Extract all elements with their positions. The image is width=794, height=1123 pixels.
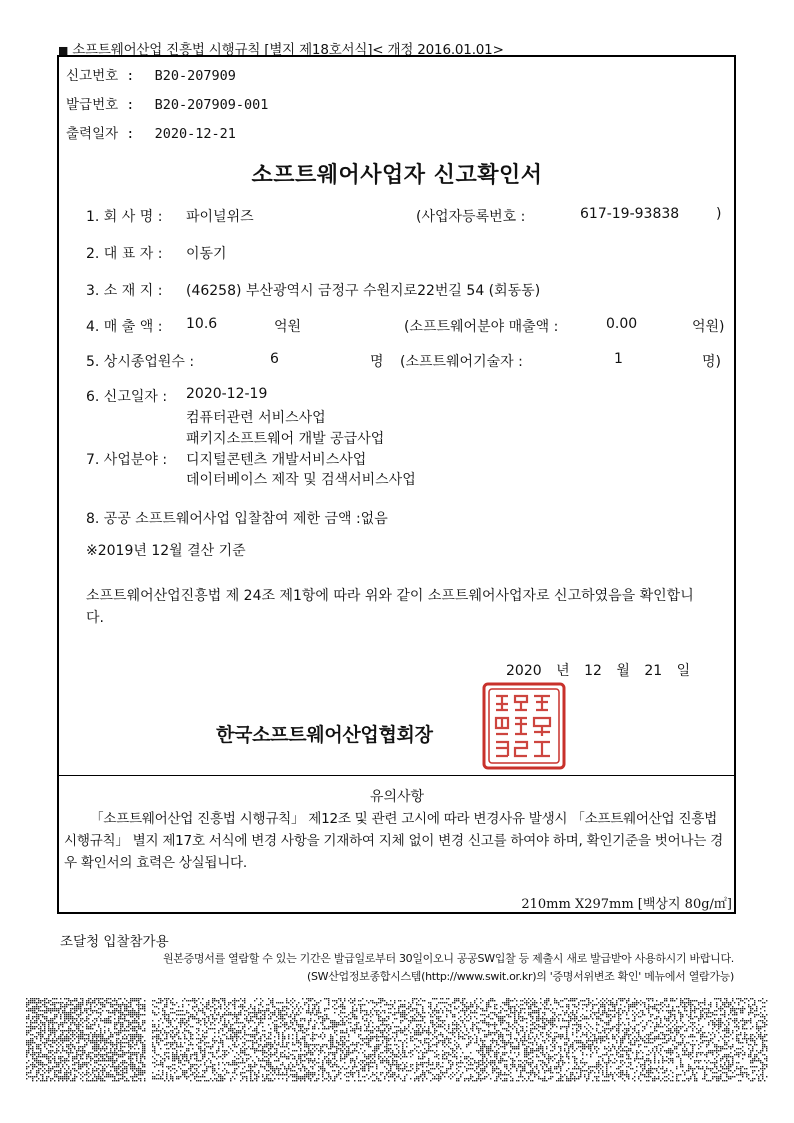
sales-amount: 10.6	[186, 316, 218, 332]
paper-spec: 210mm X297mm [백상지 80g/㎡]	[521, 897, 732, 912]
issue-day: 21	[644, 663, 663, 679]
issue-month-unit: 월	[616, 663, 630, 679]
business-area-item: 데이터베이스 제작 및 검색서비스사업	[186, 472, 416, 488]
employees-label: 5. 상시종업원수 :	[86, 354, 195, 370]
report-number-row	[66, 64, 236, 84]
employees-count: 6	[270, 351, 279, 367]
issue-number: B20-207909-001	[154, 97, 269, 113]
report-date-label: 6. 신고일자 :	[86, 389, 168, 405]
sw-sales-amount: 0.00	[606, 316, 638, 332]
report-date: 2020-12-19	[186, 386, 268, 402]
sw-tech-label: (소프트웨어기술자 :	[400, 354, 523, 370]
sales-unit: 억원	[274, 319, 302, 335]
business-area-item: 디지털콘텐츠 개발서비스사업	[186, 452, 367, 468]
official-seal-icon	[460, 678, 570, 778]
usage-purpose: 조달청 입찰참가용	[60, 934, 169, 950]
notice-body: 「소프트웨어산업 진흥법 시행규칙」 제12조 및 관련 고시에 따라 변경사유 발생시 「소프트웨어산업 진흥법 시행규칙」 별지 제17호 서식에 변경 사항을 기재하여 지체 없이 변경 신고를 하여야 하며, 확인기준을 벗어나는 경우 확인서의 효력은 상실됩니다.	[64, 811, 723, 871]
report-number-label: 신고번호 :	[66, 68, 135, 84]
notice-title: 유의사항	[369, 789, 425, 805]
sales-label: 4. 매 출 액 :	[86, 319, 163, 335]
document-title: 소프트웨어사업자 신고확인서	[251, 163, 543, 188]
issue-number-row	[66, 93, 268, 113]
bid-limit: 8. 공공 소프트웨어사업 입찰참여 제한 금액 :없음	[86, 511, 388, 527]
issue-number-label: 발급번호 :	[66, 97, 135, 113]
biz-reg-close: )	[716, 206, 722, 222]
company-label: 1. 회 사 명 :	[86, 209, 163, 225]
confirmation-statement: 소프트웨어산업진흥법 제 24조 제1항에 따라 위와 같이 소프트웨어사업자로 신고하였음을 확인합니다.	[86, 588, 694, 626]
print-date-label: 출력일자 :	[66, 126, 135, 142]
issue-year-unit: 년	[556, 663, 570, 679]
address-label: 3. 소 재 지 :	[86, 283, 163, 299]
ceo-label: 2. 대 표 자 :	[86, 246, 163, 262]
report-number: B20-207909	[154, 68, 236, 84]
qr-code-icon	[26, 998, 146, 1082]
basis-note: ※2019년 12월 결산 기준	[86, 543, 246, 559]
sw-sales-label: (소프트웨어분야 매출액 :	[404, 319, 559, 335]
form-title: 소프트웨어산업 진흥법 시행규칙 [별지 제18호서식]< 개정 2016.01.01>	[72, 42, 504, 58]
business-area-item: 컴퓨터관련 서비스사업	[186, 410, 326, 426]
business-label: 7. 사업분야 :	[86, 452, 168, 468]
address: (46258) 부산광역시 금정구 수원지로22번길 54 (회동동)	[186, 283, 541, 299]
sw-sales-unit: 억원)	[692, 319, 725, 335]
biz-reg-label: (사업자등록번호 :	[416, 209, 526, 225]
biz-reg-number: 617-19-93838	[580, 206, 680, 222]
business-area-item: 패키지소프트웨어 개발 공급사업	[186, 431, 385, 447]
issue-year: 2020	[506, 663, 542, 679]
section-divider	[57, 775, 736, 776]
employees-unit: 명	[370, 354, 384, 370]
print-date: 2020-12-21	[154, 126, 236, 142]
issue-day-unit: 일	[676, 663, 691, 679]
company-name: 파이널위즈	[186, 209, 254, 225]
sw-tech-count: 1	[614, 351, 623, 367]
issue-month: 12	[584, 663, 602, 679]
footer-note-validity: 원본증명서를 열람할 수 있는 기간은 발급일로부터 30일이오니 공공SW입찰 등 제출시 새로 발급받아 사용하시기 바랍니다.	[162, 952, 734, 965]
issue-date	[506, 660, 690, 680]
print-date-row	[66, 122, 236, 142]
issuer-name: 한국소프트웨어산업협회장	[216, 724, 433, 746]
sw-tech-unit: 명)	[702, 354, 721, 370]
ceo-name: 이동기	[186, 246, 227, 262]
security-pattern-icon	[152, 998, 768, 1082]
square-bullet-icon: ■	[58, 44, 69, 57]
footer-note-verification: (SW산업정보종합시스템(http://www.swit.or.kr)의 '증명서위변조 확인' 메뉴에서 열람가능)	[306, 970, 734, 983]
